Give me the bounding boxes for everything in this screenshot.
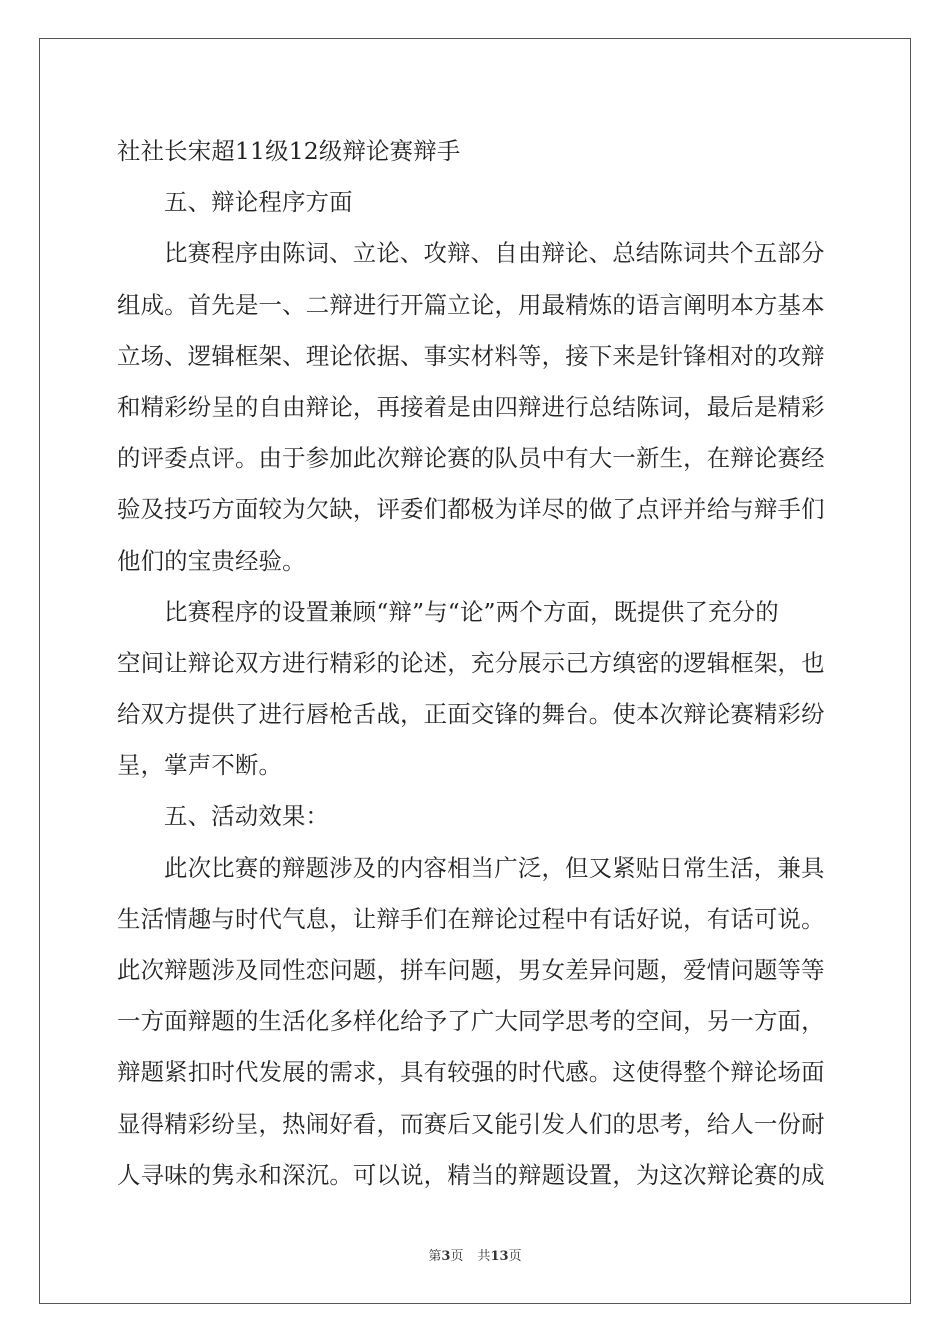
text-line: 立场、逻辑框架、理论依据、事实材料等，接下来是针锋相对的攻辩 [117, 341, 825, 370]
text-line: 人寻味的隽永和深沉。可以说，精当的辩题设置，为这次辩论赛的成 [117, 1160, 825, 1189]
text-line: 呈，掌声不断。 [117, 751, 283, 780]
text-line: 他们的宝贵经验。 [117, 546, 306, 575]
text-line: 比赛程序的设置兼顾“辩”与“论”两个方面，既提供了充分的 [164, 597, 779, 626]
text-line: 此次辩题涉及同性恋问题，拼车问题，男女差异问题，爱情问题等等 [117, 956, 825, 984]
text-line: 和精彩纷呈的自由辩论，再接着是由四辩进行总结陈词，最后是精彩 [117, 392, 825, 421]
section-heading-effect: 五、活动效果： [164, 802, 330, 831]
page-number: 3 [441, 1249, 451, 1264]
document-body [117, 126, 833, 1201]
total-prefix: 共 [477, 1249, 491, 1264]
text-line: 辩题紧扣时代发展的需求，具有较强的时代感。这使得整个辩论场面 [117, 1058, 825, 1087]
total-pages: 13 [490, 1249, 509, 1264]
page-prefix: 第 [428, 1249, 442, 1264]
text-line: 此次比赛的辩题涉及的内容相当广泛，但又紧贴日常生活，兼具 [164, 853, 825, 882]
section-heading-procedure: 五、辩论程序方面 [164, 188, 353, 217]
text-line: 社社长宋超11级12级辩论赛辩手 [117, 137, 461, 165]
page-suffix: 页 [450, 1249, 464, 1264]
text-line: 显得精彩纷呈，热闹好看，而赛后又能引发人们的思考，给人一份耐 [117, 1109, 825, 1138]
text-line: 生活情趣与时代气息，让辩手们在辩论过程中有话好说，有话可说。 [117, 904, 825, 933]
text-line: 给双方提供了进行唇枪舌战，正面交锋的舞台。使本次辩论赛精彩纷 [117, 700, 825, 729]
text-line: 的评委点评。由于参加此次辩论赛的队员中有大一新生，在辩论赛经 [117, 444, 825, 473]
text-line: 空间让辩论双方进行精彩的论述，充分展示己方缜密的逻辑框架，也 [117, 648, 825, 677]
text-line: 比赛程序由陈词、立论、攻辩、自由辩论、总结陈词共个五部分 [164, 239, 825, 268]
page-footer [0, 1245, 950, 1264]
text-line: 一方面辩题的生活化多样化给予了广大同学思考的空间，另一方面， [117, 1007, 825, 1036]
text-line: 组成。首先是一、二辩进行开篇立论，用最精炼的语言阐明本方基本 [117, 290, 825, 319]
text-line: 验及技巧方面较为欠缺，评委们都极为详尽的做了点评并给与辩手们 [117, 495, 825, 524]
total-suffix: 页 [508, 1249, 522, 1264]
